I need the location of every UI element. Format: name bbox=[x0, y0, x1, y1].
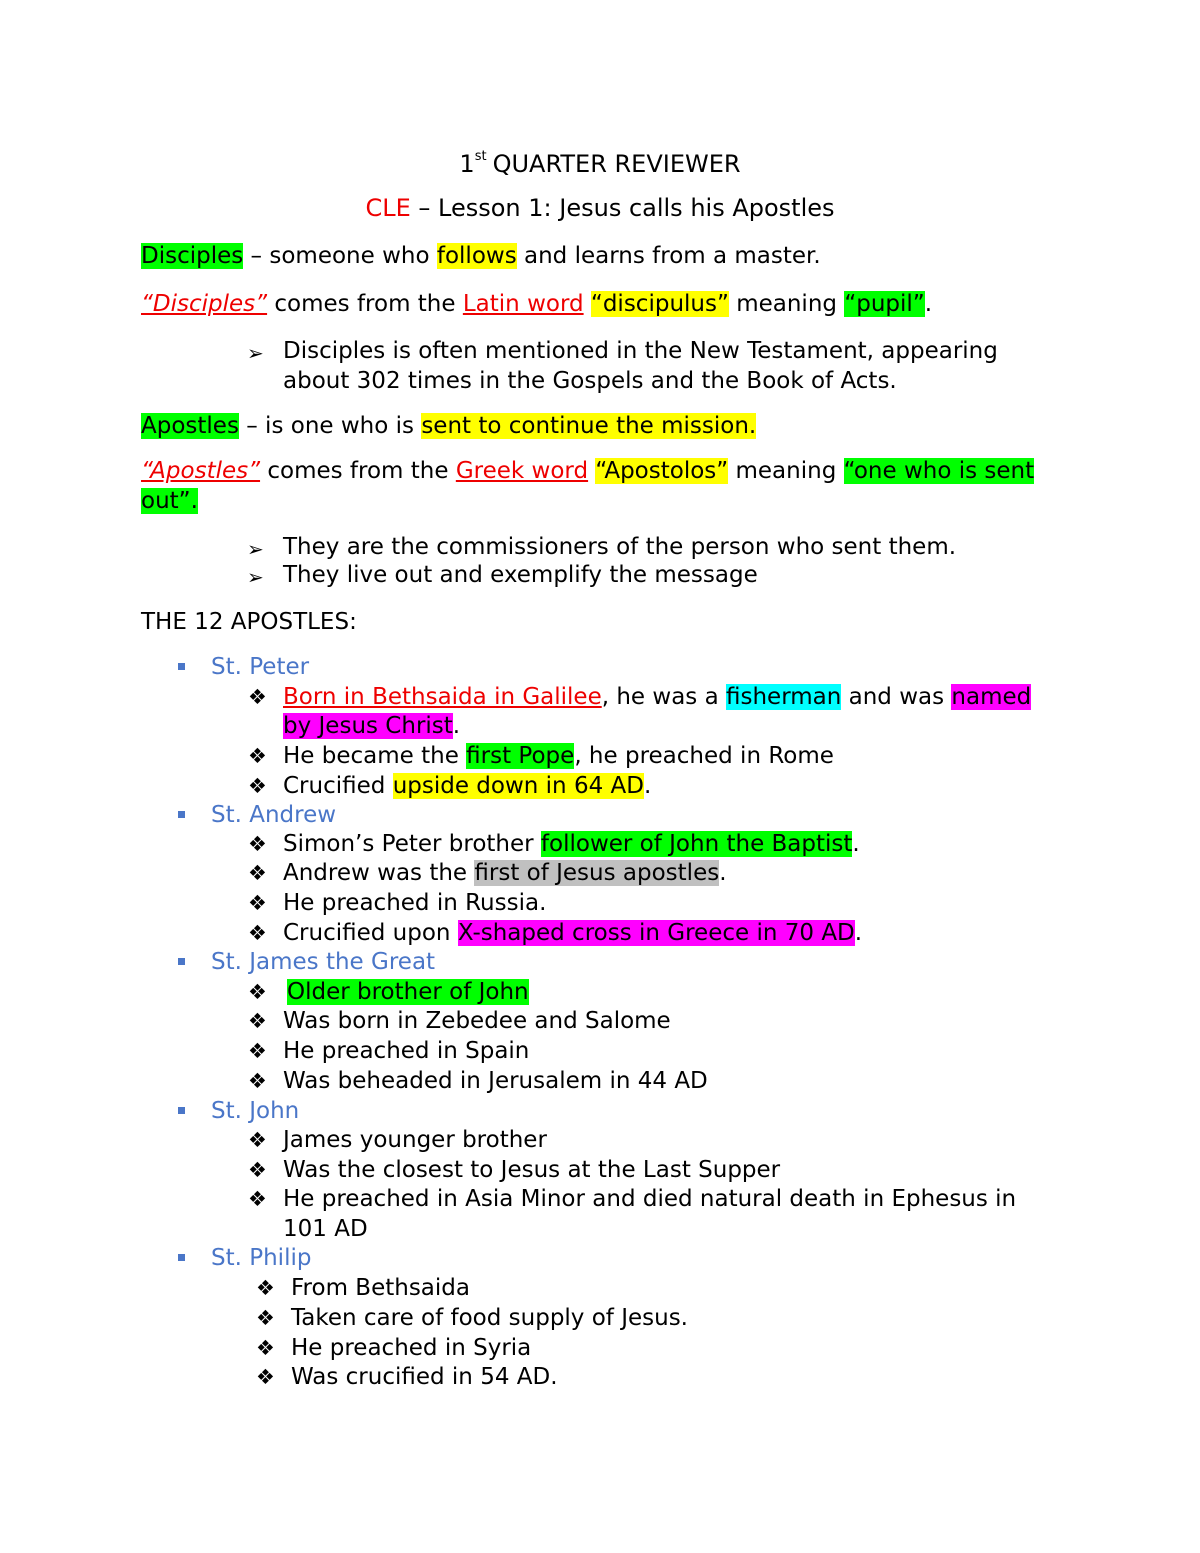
diamond-bullet-icon: ❖ bbox=[248, 1039, 267, 1063]
diamond-bullet-icon: ❖ bbox=[256, 1276, 275, 1300]
disciples-note-line2: about 302 times in the Gospels and the Book of Acts. bbox=[283, 368, 897, 394]
diamond-bullet-icon: ❖ bbox=[248, 921, 267, 945]
diamond-bullet-icon: ❖ bbox=[256, 1306, 275, 1330]
diamond-bullet-icon: ❖ bbox=[248, 1128, 267, 1152]
square-bullet-icon bbox=[178, 1254, 185, 1261]
square-bullet-icon bbox=[178, 1107, 185, 1114]
diamond-bullet-icon: ❖ bbox=[248, 832, 267, 856]
diamond-bullet-icon: ❖ bbox=[248, 685, 267, 709]
diamond-bullet-icon: ❖ bbox=[248, 1009, 267, 1033]
diamond-bullet-icon: ❖ bbox=[248, 774, 267, 798]
apostle-name: St. John bbox=[211, 1098, 300, 1124]
arrow-bullet-icon: ➢ bbox=[247, 537, 264, 561]
arrow-bullet-icon: ➢ bbox=[247, 341, 264, 365]
disciples-note-line1: Disciples is often mentioned in the New Testament, appearing bbox=[283, 338, 998, 364]
apostles-definition: Apostles – is one who is sent to continue the mission. bbox=[141, 413, 757, 439]
list-item: Crucified upon X-shaped cross in Greece in 70 AD. bbox=[283, 920, 863, 946]
diamond-bullet-icon: ❖ bbox=[248, 744, 267, 768]
disciples-definition: Disciples – someone who follows and learns from a master. bbox=[141, 243, 821, 269]
title-superscript: st bbox=[474, 149, 487, 164]
list-item: by Jesus Christ. bbox=[283, 713, 461, 739]
diamond-bullet-icon: ❖ bbox=[248, 1158, 267, 1182]
diamond-bullet-icon: ❖ bbox=[248, 1069, 267, 1093]
list-item: From Bethsaida bbox=[291, 1275, 470, 1301]
list-item: Older brother of John bbox=[287, 979, 529, 1005]
apostle-name: St. James the Great bbox=[211, 949, 436, 975]
apostles-note: They live out and exemplify the message bbox=[283, 562, 758, 588]
apostles-origin-line2: out”. bbox=[141, 488, 198, 514]
apostle-name: St. Peter bbox=[211, 654, 310, 680]
diamond-bullet-icon: ❖ bbox=[248, 980, 267, 1004]
diamond-bullet-icon: ❖ bbox=[256, 1365, 275, 1389]
arrow-bullet-icon: ➢ bbox=[247, 565, 264, 589]
list-item: He preached in Spain bbox=[283, 1038, 530, 1064]
list-item: He preached in Asia Minor and died natural death in Ephesus in bbox=[283, 1186, 1017, 1212]
square-bullet-icon bbox=[178, 663, 185, 670]
list-item: Simon’s Peter brother follower of John the Baptist. bbox=[283, 831, 860, 857]
apostles-origin-line1: “Apostles” comes from the Greek word “Apostolos” meaning “one who is sent bbox=[141, 458, 1035, 484]
apostle-name: St. Andrew bbox=[211, 802, 337, 828]
list-item: Was the closest to Jesus at the Last Supper bbox=[283, 1157, 781, 1183]
lesson-heading: CLE – Lesson 1: Jesus calls his Apostles bbox=[365, 194, 835, 222]
disciples-term: Disciples bbox=[141, 243, 244, 269]
apostles-term: Apostles bbox=[141, 413, 239, 439]
list-item: Was born in Zebedee and Salome bbox=[283, 1008, 671, 1034]
page-title: 1st QUARTER REVIEWER bbox=[459, 149, 741, 178]
list-item: Crucified upside down in 64 AD. bbox=[283, 773, 652, 799]
list-item: 101 AD bbox=[283, 1216, 368, 1242]
list-item: Was crucified in 54 AD. bbox=[291, 1364, 558, 1390]
list-item: Born in Bethsaida in Galilee, he was a fisherman and was named bbox=[283, 684, 1032, 710]
apostles-list-heading: THE 12 APOSTLES: bbox=[141, 609, 357, 635]
diamond-bullet-icon: ❖ bbox=[248, 891, 267, 915]
list-item: Andrew was the first of Jesus apostles. bbox=[283, 860, 727, 886]
diamond-bullet-icon: ❖ bbox=[248, 861, 267, 885]
list-item: James younger brother bbox=[283, 1127, 547, 1153]
disciples-origin: “Disciples” comes from the Latin word “discipulus” meaning “pupil”. bbox=[141, 291, 933, 317]
square-bullet-icon bbox=[178, 811, 185, 818]
list-item: Taken care of food supply of Jesus. bbox=[291, 1305, 688, 1331]
list-item: He became the first Pope, he preached in Rome bbox=[283, 743, 834, 769]
list-item: Was beheaded in Jerusalem in 44 AD bbox=[283, 1068, 708, 1094]
square-bullet-icon bbox=[178, 958, 185, 965]
cle-label: CLE bbox=[365, 194, 411, 222]
diamond-bullet-icon: ❖ bbox=[248, 1187, 267, 1211]
list-item: He preached in Russia. bbox=[283, 890, 547, 916]
apostles-note: They are the commissioners of the person who sent them. bbox=[283, 534, 957, 560]
list-item: He preached in Syria bbox=[291, 1335, 532, 1361]
diamond-bullet-icon: ❖ bbox=[256, 1336, 275, 1360]
apostle-name: St. Philip bbox=[211, 1245, 312, 1271]
